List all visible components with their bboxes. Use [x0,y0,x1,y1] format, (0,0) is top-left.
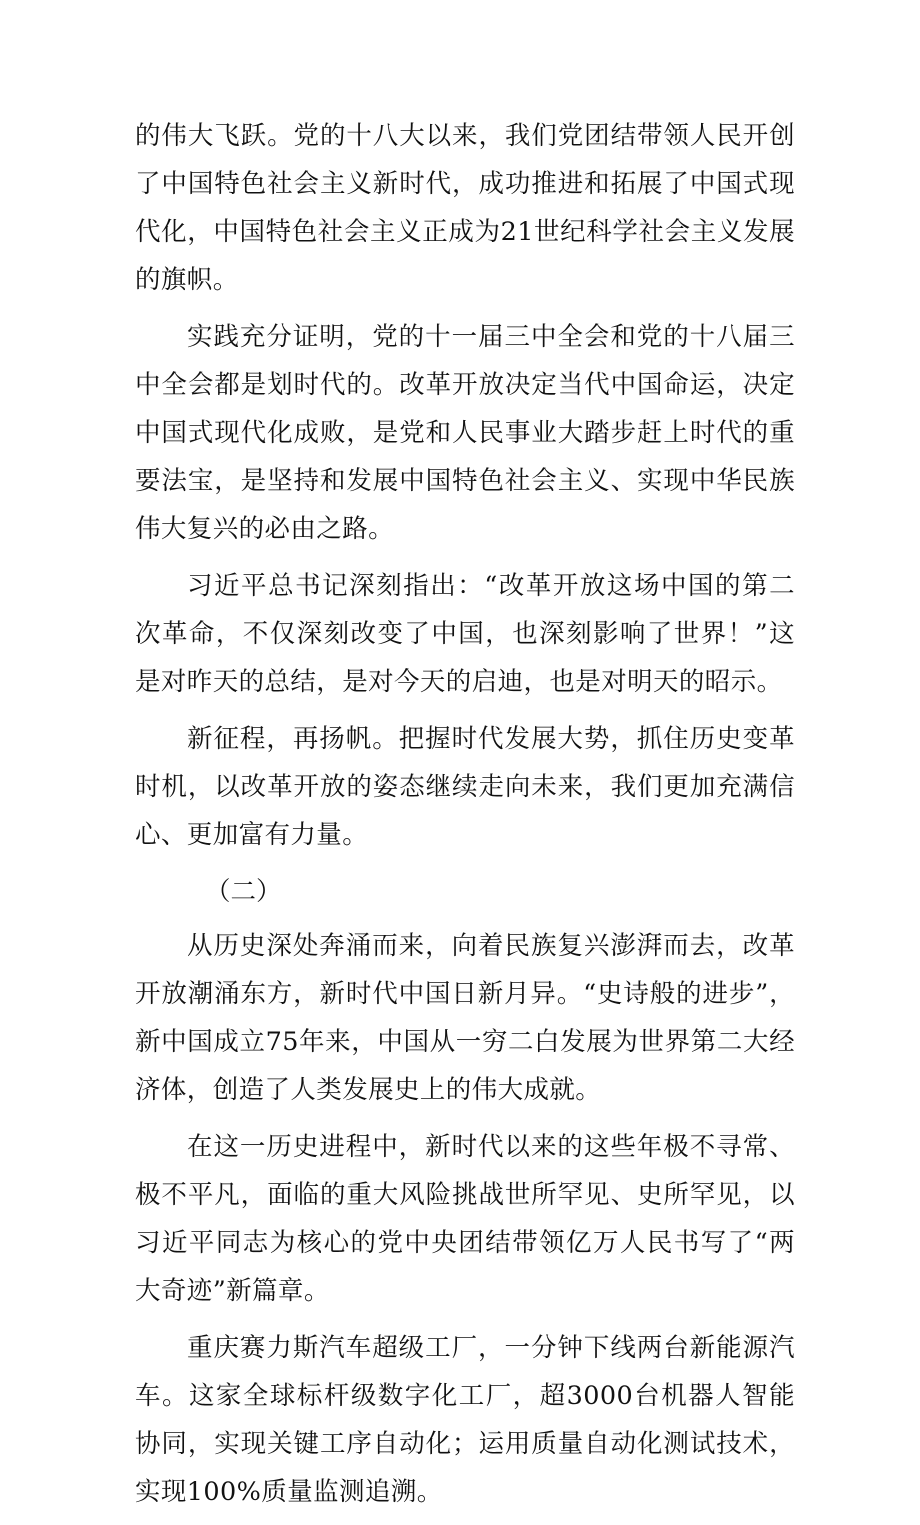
document-body [135,112,795,1525]
paragraph-6: 在这一历史进程中，新时代以来的这些年极不寻常、极不平凡，面临的重大风险挑战世所罕见、史所罕见，以习近平同志为核心的党中央团结带领亿万人民书写了“两大奇迹”新篇章。 [135,1132,795,1306]
paragraph-7: 重庆赛力斯汽车超级工厂，一分钟下线两台新能源汽车。这家全球标杆级数字化工厂，超3000台机器人智能协同，实现关键工序自动化；运用质量自动化测试技术，实现100%质量监测追溯。 [135,1333,795,1507]
paragraph-1: 的伟大飞跃。党的十八大以来，我们党团结带领人民开创了中国特色社会主义新时代，成功推进和拓展了中国式现代化，中国特色社会主义正成为21世纪科学社会主义发展的旗帜。 [135,121,795,295]
paragraph-5: 从历史深处奔涌而来，向着民族复兴澎湃而去，改革开放潮涌东方，新时代中国日新月异。“史诗般的进步”，新中国成立75年来，中国从一穷二白发展为世界第二大经济体，创造了人类发展史上的伟大成就。 [135,931,795,1105]
paragraph-3: 习近平总书记深刻指出：“改革开放这场中国的第二次革命，不仅深刻改变了中国，也深刻影响了世界！”这是对昨天的总结，是对今天的启迪，也是对明天的昭示。 [135,571,795,697]
section-heading: （二） [205,877,282,907]
paragraph-4: 新征程，再扬帆。把握时代发展大势，抓住历史变革时机，以改革开放的姿态继续走向未来，我们更加充满信心、更加富有力量。 [135,724,795,850]
paragraph-2: 实践充分证明，党的十一届三中全会和党的十八届三中全会都是划时代的。改革开放决定当代中国命运，决定中国式现代化成败，是党和人民事业大踏步赶上时代的重要法宝，是坚持和发展中国特色社会主义、实现中华民族伟大复兴的必由之路。 [135,322,795,544]
